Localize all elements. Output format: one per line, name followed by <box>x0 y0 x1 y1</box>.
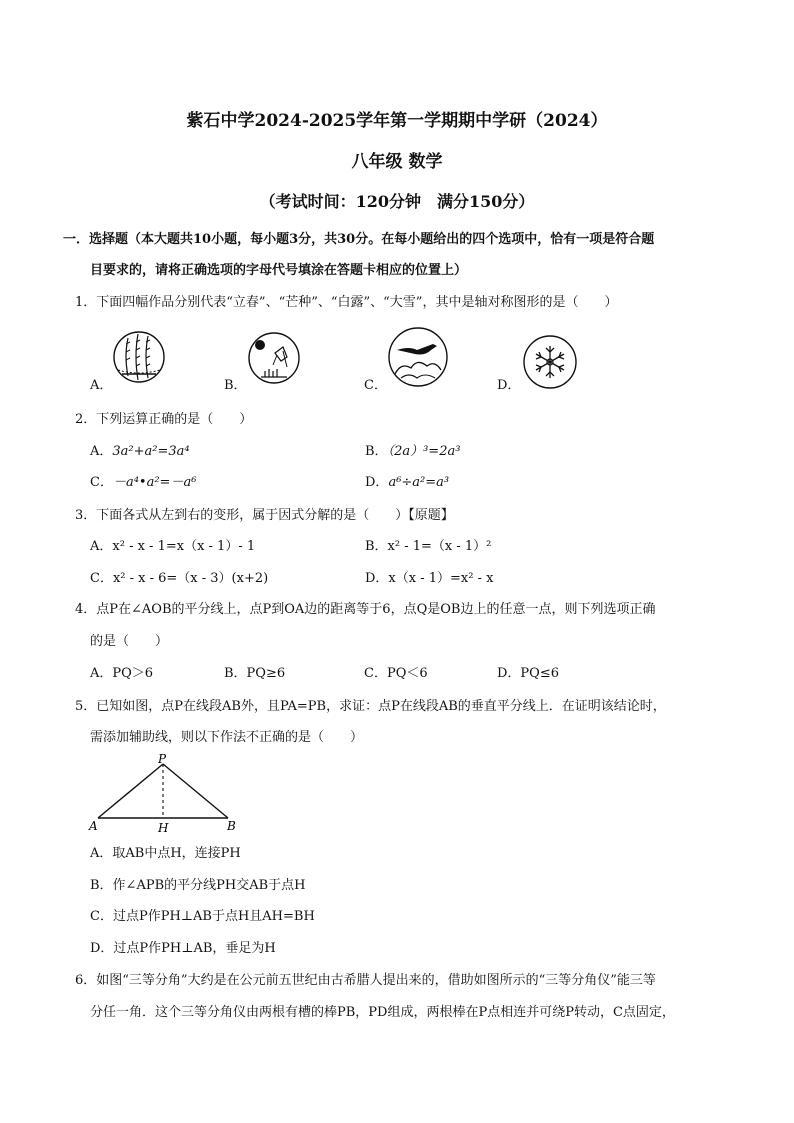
exam-subtitle: 八年级 数学 <box>351 152 443 172</box>
q2-option-b-label: B． <box>365 444 388 459</box>
q2-option-c-expr: －a⁴•a²=－a⁶ <box>112 475 197 490</box>
q2-option-a-label: A． <box>90 444 113 459</box>
label-p: P <box>158 752 167 766</box>
label-a: A <box>89 819 98 833</box>
q5-triangle-figure <box>86 752 246 834</box>
q4-option-b: B．PQ≥6 <box>224 666 286 681</box>
q5-option-c: C．过点P作PH⊥AB于点H且AH=BH <box>90 909 315 924</box>
q5-option-d: D．过点P作PH⊥AB，垂足为H <box>90 941 276 956</box>
q1-option-d-label: D． <box>497 378 521 393</box>
q2-option-d-label: D． <box>365 475 389 490</box>
q4-stem-line1: 4．点P在∠AOB的平分线上，点P到OA边的距离等于6，点Q是OB边上的任意一点，则下列选项正确 <box>75 602 656 617</box>
section1-heading-line2: 目要求的，请将正确选项的字母代号填涂在答题卡相应的位置上） <box>90 263 468 278</box>
label-h: H <box>158 821 169 834</box>
q3-option-a: A．x² - x - 1=x（x - 1）- 1 <box>90 539 256 554</box>
section1-heading-line1: 一．选择题（本大题共10小题，每小题3分，共30分。在每小题给出的四个选项中，恰有一项是符合题 <box>63 232 655 247</box>
q5-stem-line1: 5．已知如图，点P在线段AB外，且PA=PB，求证：点P在线段AB的垂直平分线上．在证明该结论时， <box>75 699 666 714</box>
mangzhong-icon <box>247 331 301 385</box>
q2-option-a <box>90 443 190 461</box>
q4-option-c: C．PQ＜6 <box>364 666 428 681</box>
q3-option-d: D．x（x - 1）=x² - x <box>365 571 494 586</box>
q2-option-c-label: C． <box>90 475 113 490</box>
segment-pa <box>98 764 163 818</box>
q5-option-b: B．作∠APB的平分线PH交AB于点H <box>90 878 306 893</box>
q2-option-d-expr: a⁶÷a²=a³ <box>388 475 450 490</box>
q5-option-a: A．取AB中点H，连接PH <box>90 846 241 861</box>
q6-stem-line1: 6．如图“三等分角”大约是在公元前五世纪由古希腊人提出来的，借助如图所示的“三等分角仪”能三等 <box>75 973 656 988</box>
q4-stem-line2: 的是（ ） <box>90 634 169 649</box>
lichun-icon <box>112 330 166 384</box>
q3-stem: 3．下面各式从左到右的变形，属于因式分解的是（ ）【原题】 <box>75 508 454 523</box>
q3-option-c: C．x² - x - 6=（x - 3）(x+2) <box>90 571 269 586</box>
exam-info: （考试时间：120分钟 满分150分） <box>259 192 535 211</box>
q2-stem: 2．下列运算正确的是（ ） <box>75 412 253 427</box>
q1-option-a-label: A． <box>90 378 113 393</box>
exam-title: 紫石中学2024-2025学年第一学期期中学研（2024） <box>186 111 608 131</box>
label-b: B <box>227 819 236 833</box>
q5-stem-line2: 需添加辅助线，则以下作法不正确的是（ ） <box>90 730 364 745</box>
q2-option-c <box>90 474 196 492</box>
q4-option-d: D．PQ≤6 <box>497 666 559 681</box>
q2-option-d <box>365 474 449 492</box>
q2-option-b-expr: （2a）³=2a³ <box>387 444 461 459</box>
q2-option-a-expr: 3a²+a²=3a⁴ <box>112 444 190 459</box>
segment-pb <box>163 764 228 818</box>
q1-option-b-label: B． <box>224 378 247 393</box>
q6-stem-line2: 分任一角．这个三等分角仪由两根有槽的棒PB，PD组成，两根棒在P点相连并可绕P转动，C点固定， <box>90 1005 675 1020</box>
q1-stem: 1．下面四幅作品分别代表“立春”、“芒种”、“白露”、“大雪”，其中是轴对称图形的是（ ） <box>75 295 618 310</box>
q4-option-a: A．PQ＞6 <box>90 666 154 681</box>
q1-option-c-label: C． <box>364 378 387 393</box>
bailu-icon <box>387 326 449 388</box>
q3-option-b: B．x² - 1=（x - 1）² <box>365 539 492 554</box>
daxue-snowflake-icon <box>522 334 578 390</box>
q2-option-b <box>365 443 460 461</box>
